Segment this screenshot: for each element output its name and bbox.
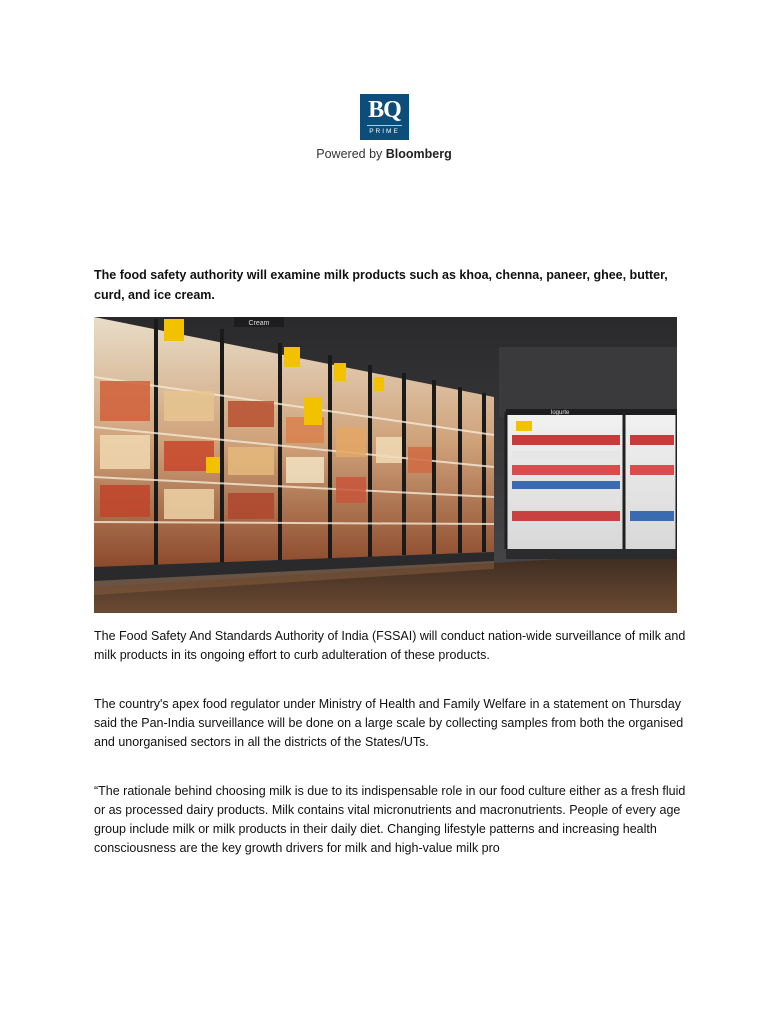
- article-lede: The food safety authority will examine milk products such as khoa, chenna, paneer, ghee, butter, curd, and ice cream.: [94, 268, 668, 302]
- logo-sub: PRIME: [367, 125, 402, 136]
- sign-left-text: Cream: [248, 320, 270, 327]
- sign-right-text: Iogurte: [550, 410, 570, 416]
- logo-mark: BQ: [368, 97, 401, 123]
- article-photo-supermarket-fridges: [94, 317, 677, 613]
- powered-by-line: [300, 146, 468, 162]
- logo-badge: [360, 94, 409, 140]
- paragraph-2: The country's apex food regulator under Ministry of Health and Family Welfare in a statement on Thursday said the Pan-India surveillance will be done on a large scale by collecting samples from both the organised and unorganised sectors in all the districts of the States/UTs.: [94, 697, 684, 749]
- bq-prime-logo: [300, 94, 468, 164]
- powered-prefix: Powered by: [316, 147, 386, 161]
- paragraph-3: “The rationale behind choosing milk is due to its indispensable role in our food culture either as a fresh fluid or as processed dairy products. Milk contains vital micronutrients and macronutrients. People of every age group include milk or milk products in their daily diet. Changing lifestyle patterns and increasing health consciousness are the key growth drivers for milk and high-value milk pro: [94, 784, 686, 855]
- paragraph-1: The Food Safety And Standards Authority of India (FSSAI) will conduct nation-wide surveillance of milk and milk products in its ongoing effort to curb adulteration of these products.: [94, 629, 686, 662]
- powered-brand: Bloomberg: [385, 147, 452, 161]
